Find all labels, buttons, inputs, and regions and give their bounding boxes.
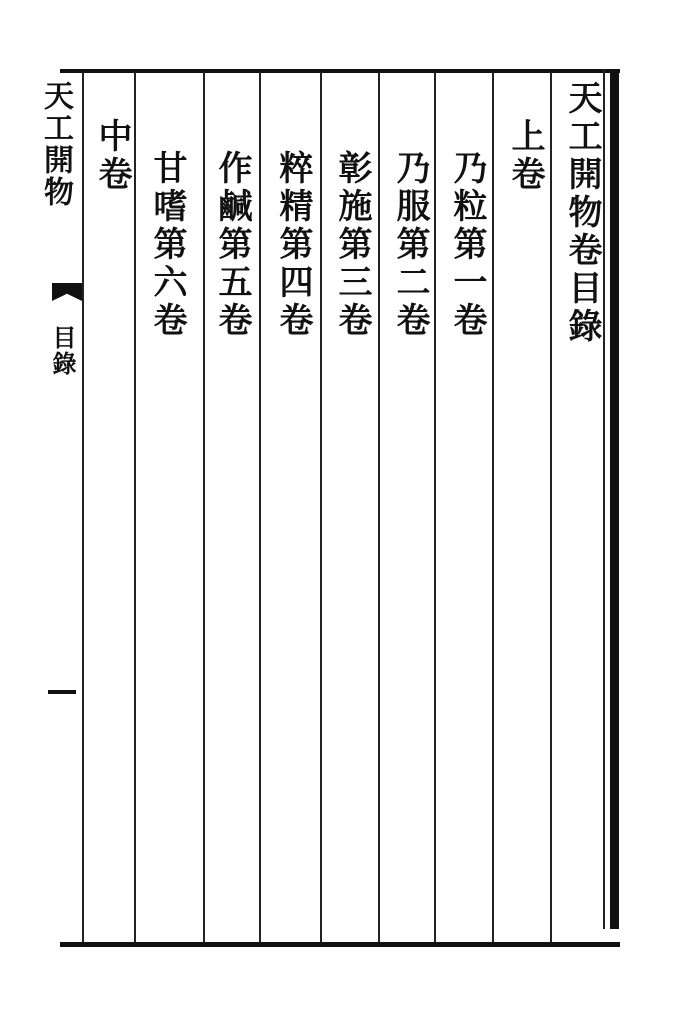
frame-right-border xyxy=(610,69,619,929)
column-rule xyxy=(320,72,322,942)
frame-bottom-border xyxy=(60,942,620,947)
margin-rule xyxy=(82,72,84,942)
toc-entry: 粹精第四卷 xyxy=(273,150,313,340)
toc-entry: 作鹹第五卷 xyxy=(212,150,252,340)
fishtail-mark xyxy=(52,283,82,301)
catalog-heading: 天工開物卷目錄 xyxy=(562,80,602,346)
column-rule xyxy=(259,72,261,942)
column-rule xyxy=(134,72,136,942)
column-rule xyxy=(378,72,380,942)
section-label-upper: 上卷 xyxy=(505,118,545,194)
toc-entry: 乃粒第一卷 xyxy=(447,150,487,340)
toc-entry: 彰施第三卷 xyxy=(332,150,372,340)
column-rule xyxy=(492,72,494,942)
section-label-middle: 中卷 xyxy=(92,118,132,194)
margin-section-label: 目錄 xyxy=(48,325,77,377)
column-rule xyxy=(434,72,436,942)
margin-page-number xyxy=(48,690,76,694)
column-rule xyxy=(550,72,552,942)
toc-entry: 乃服第二卷 xyxy=(390,150,430,340)
column-rule xyxy=(203,72,205,942)
frame-top-border xyxy=(60,69,620,73)
toc-entry: 甘嗜第六卷 xyxy=(147,150,187,340)
margin-book-title: 天工開物 xyxy=(38,80,73,208)
frame-right-inner-border xyxy=(603,69,605,929)
